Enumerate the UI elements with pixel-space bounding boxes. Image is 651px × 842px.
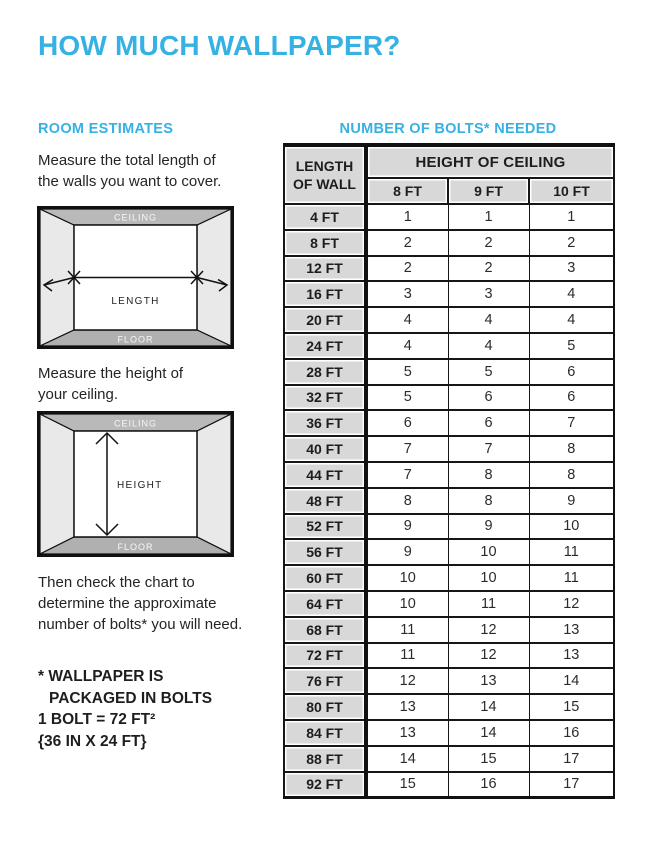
wall-length-cell: 24 FT xyxy=(284,333,366,359)
room-length-diagram xyxy=(37,206,234,349)
bolt-count-cell: 12 xyxy=(529,591,614,617)
bolts-needed-heading: NUMBER OF BOLTS* NEEDED xyxy=(339,121,557,137)
wall-length-cell: 36 FT xyxy=(284,410,366,436)
bolt-count-cell: 7 xyxy=(366,436,448,462)
bolt-count-cell: 2 xyxy=(529,230,614,256)
bolt-count-cell: 4 xyxy=(366,333,448,359)
bolt-table xyxy=(283,143,615,799)
bolt-count-cell: 2 xyxy=(448,230,529,256)
bolt-count-cell: 16 xyxy=(529,720,614,746)
measure-length-paragraph xyxy=(38,150,278,192)
page-title: HOW MUCH WALLPAPER? xyxy=(38,30,401,61)
bolt-count-cell: 6 xyxy=(529,359,614,385)
bolt-count-cell: 14 xyxy=(448,694,529,720)
wall-length-cell: 28 FT xyxy=(284,359,366,385)
right-wall-shape xyxy=(197,209,231,346)
paragraph-line: Measure the height of xyxy=(38,365,184,382)
bolt-count-cell: 14 xyxy=(448,720,529,746)
bolt-count-cell: 1 xyxy=(529,204,614,230)
bolt-count-cell: 4 xyxy=(529,307,614,333)
bolt-count-cell: 8 xyxy=(529,462,614,488)
wall-length-cell: 84 FT xyxy=(284,720,366,746)
bolt-count-cell: 15 xyxy=(448,746,529,772)
table-row xyxy=(284,539,614,565)
table-row xyxy=(284,668,614,694)
bolt-count-cell: 11 xyxy=(366,617,448,643)
bolt-count-cell: 8 xyxy=(529,436,614,462)
bolt-count-cell: 8 xyxy=(448,462,529,488)
bolt-count-cell: 9 xyxy=(366,539,448,565)
check-chart-paragraph xyxy=(38,572,288,635)
paragraph-line: determine the approximate xyxy=(38,595,217,612)
paragraph-line: number of bolts* you will need. xyxy=(38,616,243,633)
wall-length-cell: 4 FT xyxy=(284,204,366,230)
table-row xyxy=(284,359,614,385)
paragraph-line: Then check the chart to xyxy=(38,574,195,591)
ceiling-label: CEILING xyxy=(113,212,158,223)
wall-length-cell: 76 FT xyxy=(284,668,366,694)
wall-length-cell: 20 FT xyxy=(284,307,366,333)
bolt-count-cell: 13 xyxy=(529,643,614,669)
ceiling-label: CEILING xyxy=(113,418,158,429)
bolt-count-cell: 9 xyxy=(448,514,529,540)
bolt-count-cell: 12 xyxy=(366,668,448,694)
bolt-count-cell: 2 xyxy=(366,256,448,282)
bolt-count-cell: 14 xyxy=(366,746,448,772)
bolt-count-cell: 4 xyxy=(529,281,614,307)
bolt-count-cell: 5 xyxy=(529,333,614,359)
bolt-count-cell: 4 xyxy=(366,307,448,333)
bolt-count-cell: 7 xyxy=(529,410,614,436)
bolt-count-cell: 13 xyxy=(448,668,529,694)
bolt-count-cell: 10 xyxy=(448,539,529,565)
bolt-table-body xyxy=(284,204,614,798)
ceiling-9ft-header: 9 FT xyxy=(448,178,529,204)
bolt-count-cell: 9 xyxy=(529,488,614,514)
bolt-count-cell: 13 xyxy=(366,720,448,746)
room-estimates-heading: ROOM ESTIMATES xyxy=(38,121,174,137)
bolt-count-cell: 4 xyxy=(448,307,529,333)
wall-length-cell: 16 FT xyxy=(284,281,366,307)
footnote-line: PACKAGED IN BOLTS xyxy=(49,689,213,707)
table-row xyxy=(284,746,614,772)
wall-length-cell: 60 FT xyxy=(284,565,366,591)
bolt-count-cell: 17 xyxy=(529,746,614,772)
table-row xyxy=(284,281,614,307)
table-row xyxy=(284,565,614,591)
bolt-count-cell: 10 xyxy=(448,565,529,591)
paragraph-line: your ceiling. xyxy=(38,386,119,403)
wall-length-cell: 72 FT xyxy=(284,643,366,669)
header-line: OF WALL xyxy=(293,176,356,192)
length-label: LENGTH xyxy=(111,296,160,307)
bolt-count-cell: 14 xyxy=(529,668,614,694)
wall-length-cell: 40 FT xyxy=(284,436,366,462)
bolt-count-cell: 3 xyxy=(529,256,614,282)
bolt-count-cell: 5 xyxy=(448,359,529,385)
left-wall-shape xyxy=(40,209,74,346)
table-row xyxy=(284,643,614,669)
height-label: HEIGHT xyxy=(117,480,163,491)
bolt-count-cell: 15 xyxy=(366,772,448,798)
table-row xyxy=(284,256,614,282)
bolt-info-line: 1 BOLT = 72 FT² xyxy=(38,711,156,728)
height-of-ceiling-header: HEIGHT OF CEILING xyxy=(366,145,614,178)
paragraph-line: the walls you want to cover. xyxy=(38,173,222,190)
wall-length-cell: 92 FT xyxy=(284,772,366,798)
bolt-count-cell: 8 xyxy=(448,488,529,514)
wall-length-cell: 68 FT xyxy=(284,617,366,643)
bolt-table-container xyxy=(283,143,615,799)
bolt-size-info xyxy=(38,709,288,752)
bolt-count-cell: 2 xyxy=(366,230,448,256)
bolt-count-cell: 10 xyxy=(366,565,448,591)
wall-length-cell: 44 FT xyxy=(284,462,366,488)
wall-length-cell: 48 FT xyxy=(284,488,366,514)
bolt-count-cell: 17 xyxy=(529,772,614,798)
table-row xyxy=(284,514,614,540)
table-header-row xyxy=(284,145,614,178)
table-row xyxy=(284,591,614,617)
bolt-count-cell: 8 xyxy=(366,488,448,514)
bolt-count-cell: 11 xyxy=(366,643,448,669)
table-row xyxy=(284,333,614,359)
bolt-count-cell: 9 xyxy=(366,514,448,540)
bolt-count-cell: 1 xyxy=(366,204,448,230)
bolt-count-cell: 13 xyxy=(529,617,614,643)
bolt-count-cell: 6 xyxy=(529,385,614,411)
bolt-count-cell: 11 xyxy=(448,591,529,617)
wall-length-cell: 56 FT xyxy=(284,539,366,565)
bolt-count-cell: 7 xyxy=(366,462,448,488)
wall-length-cell: 12 FT xyxy=(284,256,366,282)
bolt-count-cell: 15 xyxy=(529,694,614,720)
bolt-count-cell: 5 xyxy=(366,385,448,411)
table-row xyxy=(284,230,614,256)
ceiling-10ft-header: 10 FT xyxy=(529,178,614,204)
left-wall-shape xyxy=(40,414,74,554)
room-height-diagram xyxy=(37,411,234,557)
footnote-line: * WALLPAPER IS xyxy=(38,668,164,685)
table-row xyxy=(284,720,614,746)
measure-height-paragraph xyxy=(38,363,278,405)
ceiling-8ft-header: 8 FT xyxy=(366,178,448,204)
bolt-count-cell: 2 xyxy=(448,256,529,282)
bolt-count-cell: 10 xyxy=(366,591,448,617)
bolt-count-cell: 6 xyxy=(448,385,529,411)
bolt-info-line: {36 IN X 24 FT} xyxy=(38,732,147,750)
bolt-count-cell: 16 xyxy=(448,772,529,798)
table-row xyxy=(284,410,614,436)
bolt-count-cell: 12 xyxy=(448,643,529,669)
table-row xyxy=(284,772,614,798)
paragraph-line: Measure the total length of xyxy=(38,152,216,169)
table-row xyxy=(284,694,614,720)
bolt-count-cell: 11 xyxy=(529,565,614,591)
floor-label: FLOOR xyxy=(117,542,154,552)
length-of-wall-header xyxy=(284,145,366,204)
right-wall-shape xyxy=(197,414,231,554)
bolt-count-cell: 3 xyxy=(448,281,529,307)
bolt-count-cell: 4 xyxy=(448,333,529,359)
bolt-count-cell: 5 xyxy=(366,359,448,385)
wall-length-cell: 52 FT xyxy=(284,514,366,540)
table-row xyxy=(284,385,614,411)
table-row xyxy=(284,462,614,488)
header-line: LENGTH xyxy=(295,158,354,174)
bolt-count-cell: 12 xyxy=(448,617,529,643)
bolt-count-cell: 11 xyxy=(529,539,614,565)
bolt-count-cell: 1 xyxy=(448,204,529,230)
bolt-count-cell: 6 xyxy=(366,410,448,436)
wall-length-cell: 32 FT xyxy=(284,385,366,411)
bolt-count-cell: 3 xyxy=(366,281,448,307)
table-row xyxy=(284,307,614,333)
bolt-count-cell: 13 xyxy=(366,694,448,720)
wall-length-cell: 64 FT xyxy=(284,591,366,617)
table-row xyxy=(284,617,614,643)
bolt-count-cell: 7 xyxy=(448,436,529,462)
floor-label: FLOOR xyxy=(117,334,154,345)
bolt-count-cell: 10 xyxy=(529,514,614,540)
wall-length-cell: 80 FT xyxy=(284,694,366,720)
wallpaper-footnote xyxy=(38,666,299,709)
table-row xyxy=(284,436,614,462)
wall-length-cell: 88 FT xyxy=(284,746,366,772)
wall-length-cell: 8 FT xyxy=(284,230,366,256)
bolt-count-cell: 6 xyxy=(448,410,529,436)
table-row xyxy=(284,204,614,230)
table-row xyxy=(284,488,614,514)
